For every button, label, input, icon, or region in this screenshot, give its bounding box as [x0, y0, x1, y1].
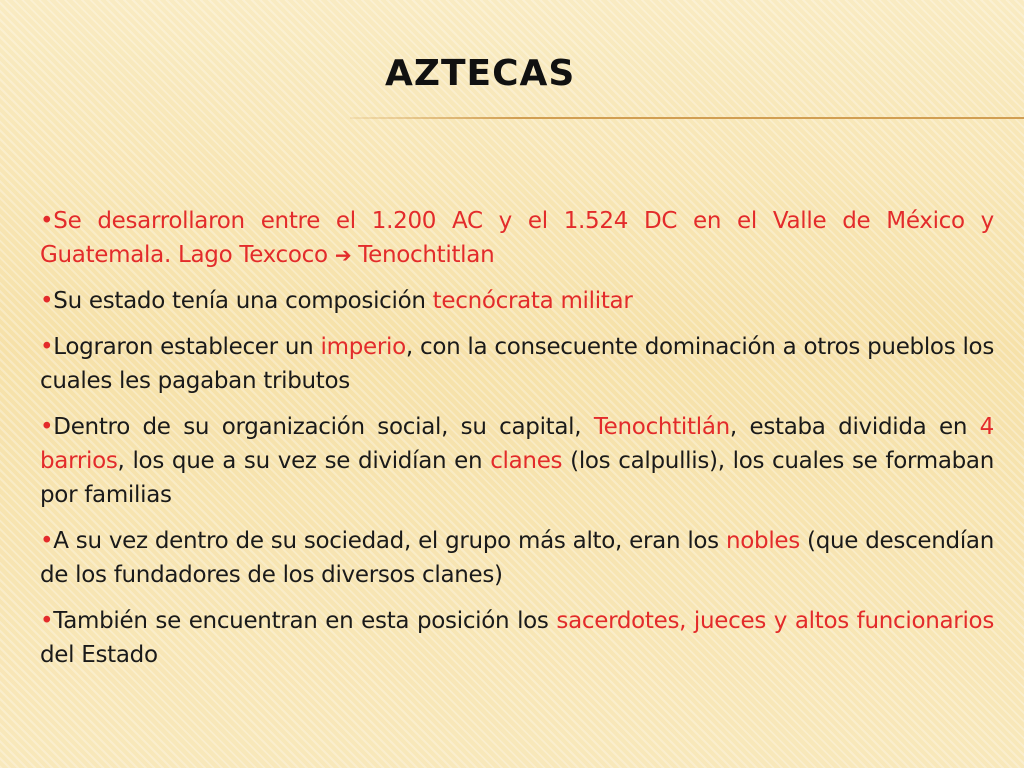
highlight-text: Tenochtitlán: [593, 414, 730, 440]
bullet-marker: •: [40, 608, 54, 634]
bullet-text: (los calpullis), los cuales se formaban por familias: [40, 448, 994, 508]
title-divider: [350, 117, 1024, 119]
bullet-item-state: [40, 284, 994, 318]
bullet-text: A su vez dentro de su sociedad, el grupo más alto, eran los: [53, 528, 726, 554]
highlight-text: 4 barrios: [40, 414, 994, 474]
slide-title: AZTECAS: [385, 53, 576, 94]
highlight-text: imperio: [320, 334, 406, 360]
bullet-item-period: [40, 204, 994, 272]
bullet-text: , estaba dividida en: [729, 414, 980, 440]
bullet-text: , con la consecuente dominación a otros pueblos los cuales les pagaban tributos: [40, 334, 994, 394]
bullet-text: Dentro de su organización social, su capital,: [53, 414, 594, 440]
bullet-item-empire: [40, 330, 994, 398]
highlight-text: nobles: [725, 528, 800, 554]
highlight-text: clanes: [490, 448, 563, 474]
bullet-text: Se desarrollaron entre el 1.200 AC y el 1.524 DC en el Valle de México y Guatemala. Lago Texcoco: [40, 208, 994, 268]
bullet-marker: •: [40, 208, 54, 234]
bullet-text: del Estado: [40, 642, 158, 668]
bullet-item-nobles: [40, 524, 994, 592]
right-arrow-icon: ➔: [334, 243, 352, 267]
highlight-text: tecnócrata militar: [432, 288, 633, 314]
bullet-text: Tenochtitlan: [351, 242, 495, 268]
bullet-item-social-organization: [40, 410, 994, 512]
bullet-marker: •: [40, 288, 54, 314]
bullet-item-officials: [40, 604, 994, 672]
bullet-text: Lograron establecer un: [53, 334, 321, 360]
bullet-text: También se encuentran en esta posición los: [53, 608, 557, 634]
bullet-list: [40, 204, 994, 684]
bullet-marker: •: [40, 528, 54, 554]
bullet-marker: •: [40, 414, 54, 440]
highlight-text: sacerdotes, jueces y altos funcionarios: [556, 608, 994, 634]
bullet-text: Su estado tenía una composición: [53, 288, 433, 314]
bullet-text: (que descendían de los fundadores de los diversos clanes): [40, 528, 995, 588]
bullet-marker: •: [40, 334, 54, 360]
bullet-text: , los que a su vez se dividían en: [117, 448, 491, 474]
